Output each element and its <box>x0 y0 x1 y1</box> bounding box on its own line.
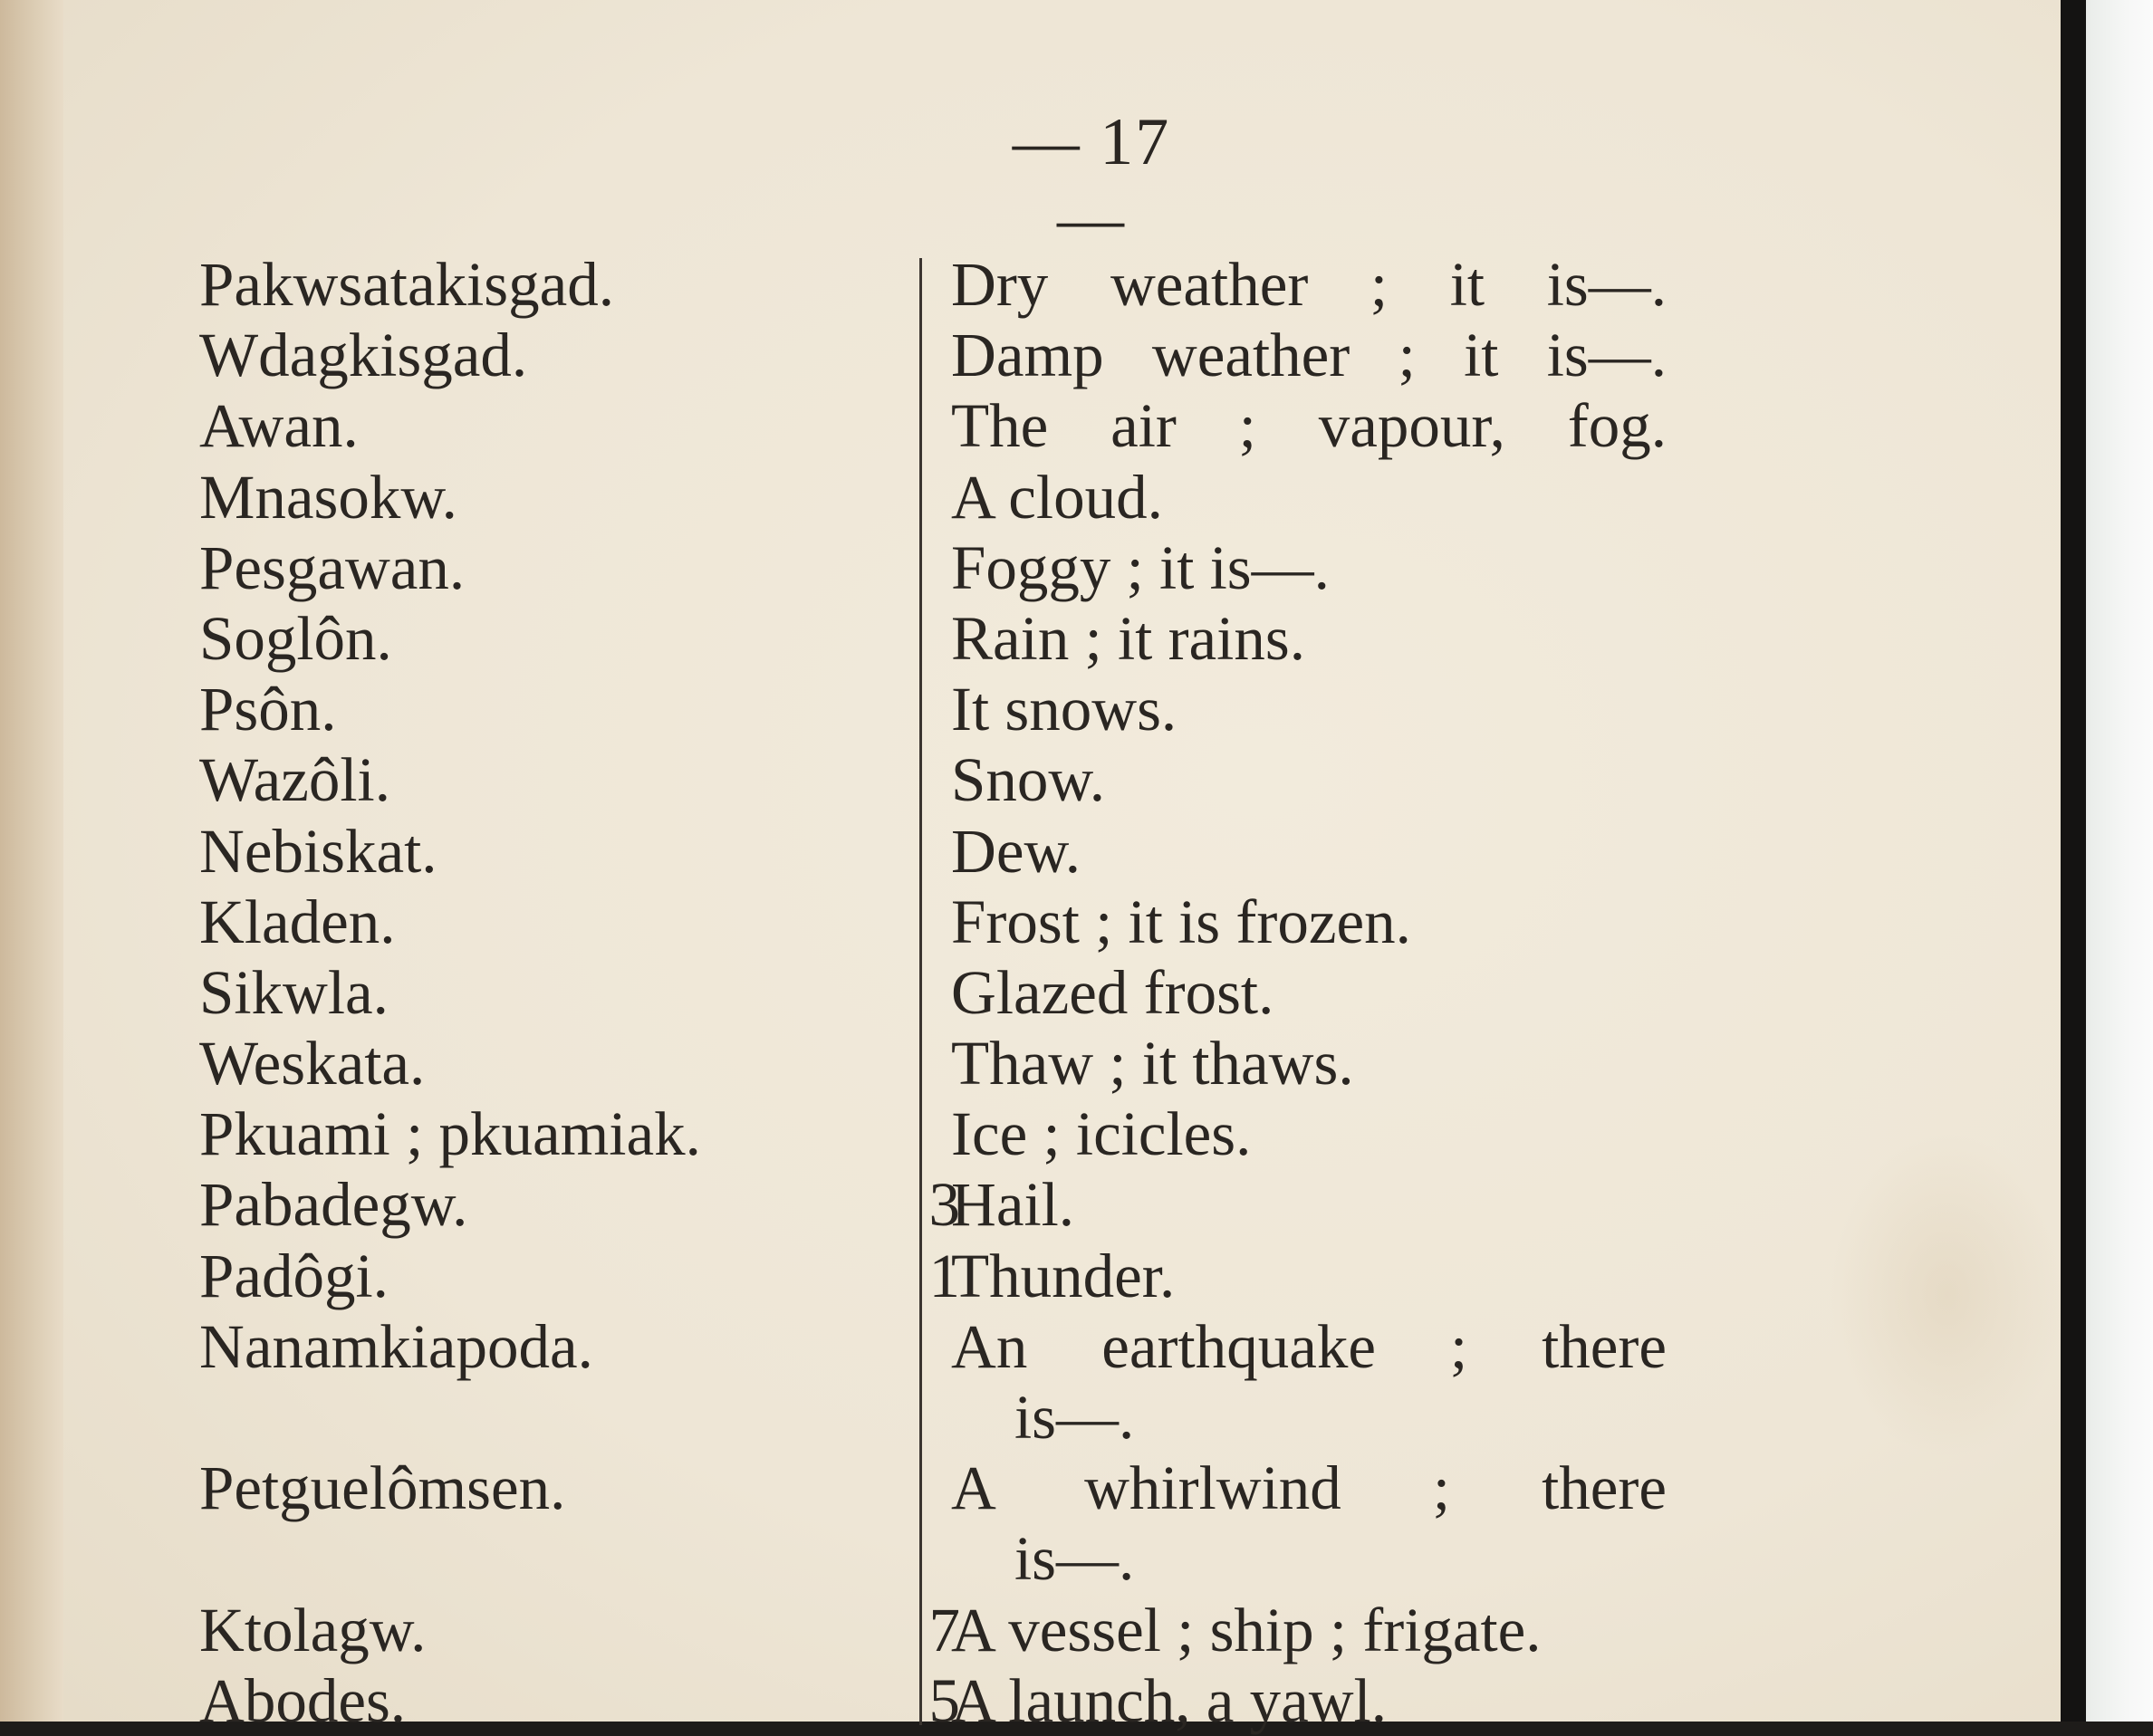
english-gloss: Foggy ; it is—. <box>951 532 1330 602</box>
abenaki-word: Nanamkiapoda. <box>199 1311 593 1381</box>
gloss-row <box>951 957 1721 1028</box>
gloss-row <box>951 1453 1721 1594</box>
book-page <box>63 0 2061 1735</box>
english-gloss: Glazed frost. <box>951 957 1274 1027</box>
gloss-row <box>951 674 1721 744</box>
word-row <box>199 1665 960 1736</box>
abenaki-word: Nebiskat. <box>199 816 437 886</box>
gloss-row <box>951 1595 1721 1665</box>
english-gloss: The air ; vapour, fog. <box>951 391 1667 461</box>
english-gloss: A vessel ; ship ; frigate. <box>951 1595 1542 1664</box>
abenaki-word: Abodes. <box>199 1665 407 1735</box>
abenaki-word: Pkuami ; pkuamiak. <box>199 1099 701 1169</box>
word-row <box>199 249 960 320</box>
abenaki-word: Wazôli. <box>199 745 390 815</box>
word-row <box>199 1169 960 1240</box>
word-row <box>199 390 960 461</box>
abenaki-word: Weskata. <box>199 1029 426 1098</box>
gloss-row <box>951 1098 1721 1169</box>
abenaki-word: Wdagkisgad. <box>199 321 528 390</box>
paper-stain <box>1830 1132 2065 1458</box>
gloss-row <box>951 1028 1721 1098</box>
gloss-row <box>951 390 1721 461</box>
english-gloss: Ice ; icicles. <box>951 1099 1252 1169</box>
abenaki-word-column <box>199 249 960 1736</box>
margin-number: 5 <box>928 1665 960 1735</box>
abenaki-word: Kladen. <box>199 887 396 956</box>
word-row <box>199 1311 960 1453</box>
english-gloss: It snows. <box>951 675 1177 744</box>
english-gloss: An earthquake ; there <box>951 1311 1667 1381</box>
gloss-row <box>951 462 1721 532</box>
english-gloss: Damp weather ; it is—. <box>951 321 1667 390</box>
abenaki-word: Ktolagw. <box>199 1595 427 1664</box>
abenaki-word: Soglôn. <box>199 603 392 673</box>
english-gloss: A cloud. <box>951 462 1163 532</box>
abenaki-word: Padôgi. <box>199 1241 389 1310</box>
margin-number: 3 <box>928 1170 960 1240</box>
book-gutter <box>0 0 63 1722</box>
word-row <box>199 1453 960 1594</box>
gloss-row <box>951 320 1721 390</box>
gloss-row <box>951 1665 1721 1736</box>
word-row <box>199 744 960 815</box>
gloss-row <box>951 1169 1721 1240</box>
gloss-row <box>951 816 1721 887</box>
english-gloss: Rain ; it rains. <box>951 603 1305 673</box>
english-gloss-column <box>951 249 1721 1736</box>
english-gloss: Dry weather ; it is—. <box>951 250 1667 319</box>
word-row <box>199 320 960 390</box>
word-row <box>199 462 960 532</box>
margin-number: 1 <box>928 1241 960 1310</box>
word-row <box>199 532 960 603</box>
gloss-row <box>951 744 1721 815</box>
gloss-row <box>951 887 1721 957</box>
word-row <box>199 816 960 887</box>
word-row <box>199 1241 960 1311</box>
gloss-row <box>951 249 1721 320</box>
english-gloss: Dew. <box>951 816 1081 886</box>
english-gloss-continuation: is—. <box>1014 1524 1135 1594</box>
english-gloss: Frost ; it is frozen. <box>951 887 1411 956</box>
gloss-row <box>951 603 1721 674</box>
english-gloss-continuation: is—. <box>1014 1383 1135 1453</box>
abenaki-word: Sikwla. <box>199 957 389 1027</box>
gloss-row <box>951 1241 1721 1311</box>
abenaki-word: Mnasokw. <box>199 462 457 532</box>
abenaki-word: Awan. <box>199 391 359 461</box>
book-cover-edge <box>2061 0 2086 1722</box>
word-row <box>199 1098 960 1169</box>
background-surface <box>2086 0 2153 1722</box>
english-gloss: Hail. <box>951 1170 1075 1240</box>
english-gloss: Snow. <box>951 745 1105 815</box>
abenaki-word: Pakwsatakisgad. <box>199 250 615 319</box>
english-gloss: Thunder. <box>951 1241 1176 1310</box>
word-row <box>199 674 960 744</box>
english-gloss: A launch, a yawl. <box>951 1665 1387 1735</box>
english-gloss: Thaw ; it thaws. <box>951 1029 1354 1098</box>
abenaki-word: Petguelômsen. <box>199 1453 566 1523</box>
gloss-row <box>951 1311 1721 1453</box>
abenaki-word: Psôn. <box>199 675 337 744</box>
word-row <box>199 1595 960 1665</box>
abenaki-word: Pabadegw. <box>199 1170 468 1240</box>
word-row <box>199 603 960 674</box>
margin-number: 7 <box>928 1595 960 1664</box>
word-row <box>199 957 960 1028</box>
word-row <box>199 1028 960 1098</box>
page-number: — 17 — <box>1012 105 1171 256</box>
english-gloss: A whirlwind ; there <box>951 1453 1667 1523</box>
abenaki-word: Pesgawan. <box>199 532 466 602</box>
gloss-row <box>951 532 1721 603</box>
word-row <box>199 887 960 957</box>
